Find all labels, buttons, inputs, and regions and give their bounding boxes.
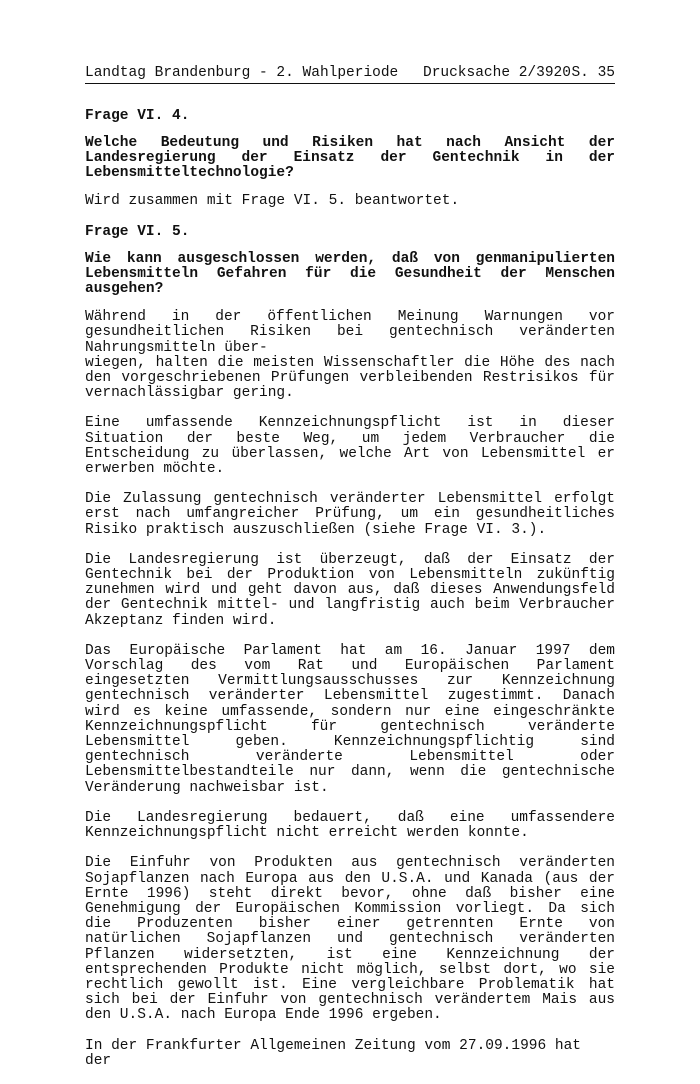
- page-header: [85, 64, 615, 84]
- paragraph: Die Zulassung gentechnisch veränderter Lebensmittel erfolgt erst nach umfangreicher Prüfung, um ein gesundheitliches Risiko praktisch auszuschließen (siehe Frage VI. 3.).: [85, 491, 615, 538]
- paragraph: Die Landesregierung bedauert, daß eine umfassendere Kennzeichnungspflicht nicht erreicht werden konnte.: [85, 809, 615, 842]
- question-label-vi-4: Frage VI. 4.: [85, 108, 190, 124]
- header-title: Landtag Brandenburg - 2. Wahlperiode: [85, 65, 399, 81]
- answer-vi-4: Wird zusammen mit Frage VI. 5. beantwortet.: [85, 193, 460, 209]
- paragraph: wiegen, halten die meisten Wissenschaftler die Höhe des nach den vorgeschriebenen Prüfungen verbleibenden Restrisikos für vernachlässigbar gering.: [85, 354, 615, 402]
- paragraph: Das Europäische Parlament hat am 16. Januar 1997 dem Vorschlag des vom Rat und Europäischen Parlament eingesetzten Vermittlungsausschusses zur Kennzeichnung gentechnisch veränderter Lebensmittel zugestimmt. Danach wird es keine umfassende, sondern nur eine eingeschränkte Kennzeichnungspflicht für gentechnisch veränderte Lebensmittel geben. Kennzeichnungspflichtig sind gentechnisch veränderte Lebensmittel oder Lebensmittelbestandteile nur dann, wenn die gentechnische Veränderung nachweisbar ist.: [85, 642, 615, 796]
- paragraph: Die Landesregierung ist überzeugt, daß der Einsatz der Gentechnik bei der Produktion von Lebensmitteln zukünftig zunehmen wird und geht davon aus, daß dieses Anwendungsfeld der Gentechnik mittel- und langfristig auch beim Verbraucher Akzeptanz finden wird.: [85, 551, 615, 629]
- question-label-vi-5: Frage VI. 5.: [85, 224, 190, 241]
- header-page-number: S. 35: [571, 65, 615, 81]
- question-text-vi-4: Welche Bedeutung und Risiken hat nach Ansicht der Landesregierung der Einsatz der Gentechnik in der Lebensmitteltechnologie?: [85, 135, 615, 181]
- header-document-number: Drucksache 2/3920: [423, 65, 571, 81]
- paragraph: Die Einfuhr von Produkten aus gentechnisch veränderten Sojapflanzen nach Europa aus den U.S.A. und Kanada (aus der Ernte 1996) steht direkt bevor, ohne daß bisher eine Genehmigung der Europäischen Kommission vorliegt. Da sich die Produzenten bisher einer getrennten Ernte von natürlichen Sojapflanzen und gentechnisch veränderten Pflanzen widersetzten, ist eine Kennzeichnung der entsprechenden Produkte nicht möglich, selbst dort, wo sie rechtlich gewollt ist. Eine vergleichbare Problematik hat sich bei der Einfuhr von gentechnisch verändertem Mais aus den U.S.A. nach Europa Ende 1996 ergeben.: [85, 855, 615, 1024]
- paragraph: Eine umfassende Kennzeichnungspflicht ist in dieser Situation der beste Weg, um jedem Verbraucher die Entscheidung zu überlassen, welche Art von Lebensmittel er erwerben möchte.: [85, 415, 615, 478]
- document-body: [85, 108, 615, 1084]
- question-text-vi-5: Wie kann ausgeschlossen werden, daß von genmanipulierten Lebensmitteln Gefahren für die Gesundheit der Menschen ausgehen?: [85, 251, 615, 298]
- paragraph: In der Frankfurter Allgemeinen Zeitung vom 27.09.1996 hat der: [85, 1037, 581, 1069]
- paragraph: Während in der öffentlichen Meinung Warnungen vor gesundheitlichen Risiken bei gentechnisch veränderten Nahrungsmitteln über-: [85, 309, 615, 356]
